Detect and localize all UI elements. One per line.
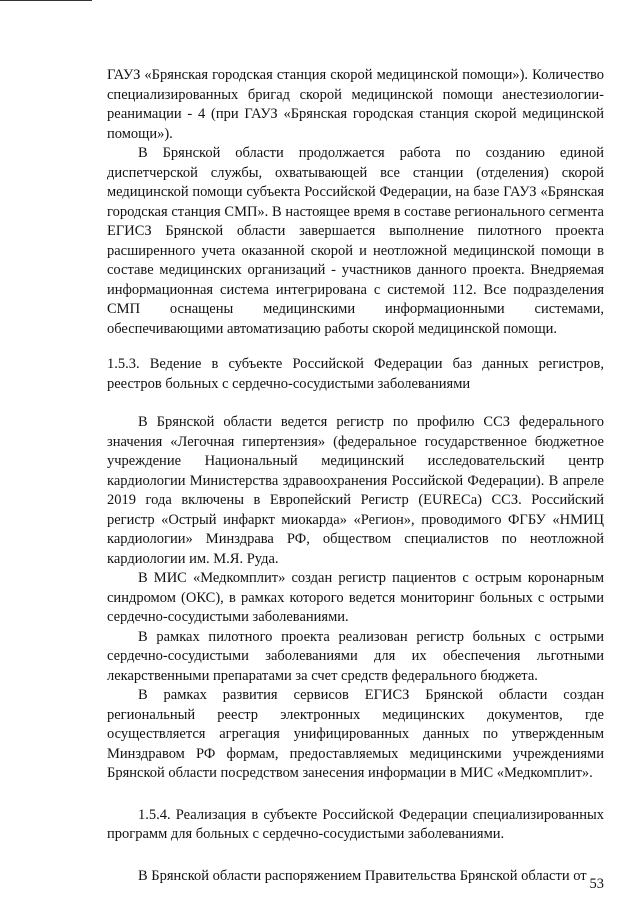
paragraph-6: В рамках развития сервисов ЕГИСЗ Брянской области создан региональный реестр электронных медицинских документов, где осуществляется агрегация унифицированных данных по утвержденным Минздравом РФ формам, предоставляемых медицинскими учреждениями Брянской области посредством занесения информации в МИС «Медкомплит». <box>107 687 604 781</box>
page-number: 53 <box>589 876 604 892</box>
section-heading-1-5-3: 1.5.3. Ведение в субъекте Российской Федерации баз данных регистров, реестров больных с сердечно-сосудистыми заболеваниями <box>107 356 604 392</box>
spacer <box>107 394 604 413</box>
page-body <box>107 66 604 886</box>
section-heading-1-5-4: 1.5.4. Реализация в субъекте Российской Федерации специализированных программ для больных с сердечно-сосудистыми заболеваниями. <box>107 806 604 842</box>
paragraph-4: В МИС «Медкомплит» создан регистр пациентов с острым коронарным синдромом (ОКС), в рамках которого ведется мониторинг больных с острыми сердечно-сосудистыми заболеваниями. <box>107 570 604 625</box>
top-rule <box>0 0 92 1</box>
paragraph-7: В Брянской области распоряжением Правительства Брянской области от <box>138 867 587 884</box>
spacer <box>107 845 604 867</box>
paragraph-3: В Брянской области ведется регистр по профилю ССЗ федерального значения «Легочная гипертензия» (федеральное государственное бюджетное учреждение Национальный медицинский исследовательский центр кардиологии Министерства здравоохранения Российской Федерации). В апреле 2019 года включены в Европейский Регистр (EURECa) ССЗ. Российский регистр «Острый инфаркт миокарда» «Регион», проводимого ФГБУ «НМИЦ кардиологии» Минздрава РФ, обществом специалистов по неотложной кардиологии им. М.Я. Руда. <box>107 414 604 567</box>
spacer <box>107 784 604 806</box>
paragraph-5: В рамках пилотного проекта реализован регистр больных с острыми сердечно-сосудистыми заболеваниями для их обеспечения льготными лекарственными препаратами за счет средств федерального бюджета. <box>107 628 604 684</box>
paragraph-2: В Брянской области продолжается работа по созданию единой диспетчерской службы, охватывающей все станции (отделения) скорой медицинской помощи субъекта Российской Федерации, на базе ГАУЗ «Брянская городская станция СМП». В настоящее время в составе регионального сегмента ЕГИСЗ Брянской области завершается выполнение пилотного проекта расширенного учета оказанной скорой и неотложной медицинской помощи в составе медицинских организаций - участников данного проекта. Внедряемая информационная система интегрирована с системой 112. Все подразделения СМП оснащены медицинскими информационными системами, обеспечивающими автоматизацию работы скорой медицинской помощи. <box>107 145 604 337</box>
paragraph-1: ГАУЗ «Брянская городская станция скорой медицинской помощи»). Количество специализированных бригад скорой медицинской помощи анестезиологии-реанимации - 4 (при ГАУЗ «Брянская городская станция скорой медицинской помощи»). <box>107 67 604 142</box>
